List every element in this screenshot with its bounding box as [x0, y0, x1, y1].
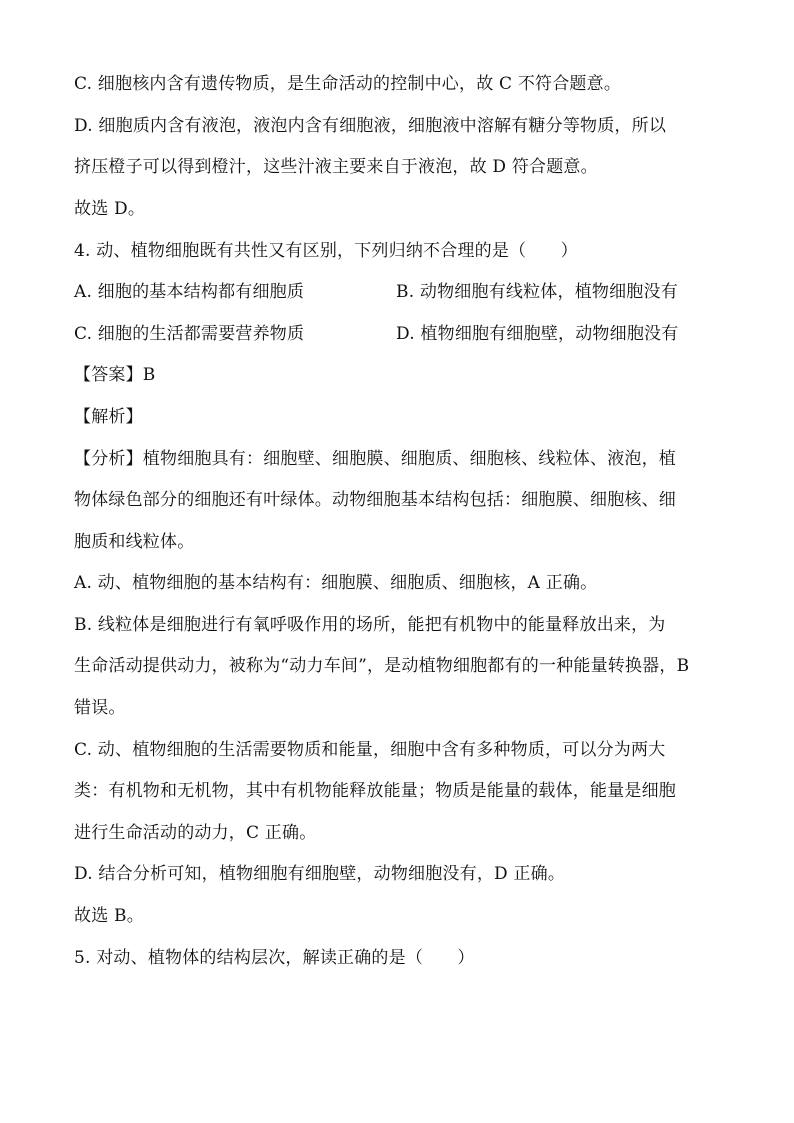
- text-line: C. 细胞核内含有遗传物质，是生命活动的控制中心，故 C 不符合题意。: [74, 74, 622, 94]
- option-c: C. 细胞的生活都需要营养物质: [74, 324, 305, 344]
- option-a: A. 细胞的基本结构都有细胞质: [74, 282, 305, 302]
- text-line: 【分析】植物细胞具有：细胞壁、细胞膜、细胞质、细胞核、线粒体、液泡，植: [74, 449, 676, 469]
- option-b: B. 动物细胞有线粒体，植物细胞没有: [396, 282, 678, 302]
- analysis-label: 【解析】: [74, 407, 143, 427]
- text-line: 故选 D。: [74, 199, 146, 219]
- question-stem: 5. 对动、植物体的结构层次，解读正确的是（ ）: [74, 948, 475, 968]
- text-line: B. 线粒体是细胞进行有氧呼吸作用的场所，能把有机物中的能量释放出来，为: [74, 615, 666, 635]
- answer-label: 【答案】B: [74, 365, 156, 385]
- text-line: 挤压橙子可以得到橙汁，这些汁液主要来自于液泡，故 D 符合题意。: [74, 157, 598, 177]
- text-line: 胞质和线粒体。: [74, 532, 195, 552]
- text-line: A. 动、植物细胞的基本结构有：细胞膜、细胞质、细胞核，A 正确。: [74, 573, 598, 593]
- text-line: 进行生命活动的动力，C 正确。: [74, 823, 317, 843]
- text-line: 类：有机物和无机物，其中有机物能释放能量；物质是能量的载体，能量是细胞: [74, 781, 676, 801]
- text-line: D. 结合分析可知，植物细胞有细胞壁，动物细胞没有，D 正确。: [74, 864, 566, 884]
- text-line: C. 动、植物细胞的生活需要物质和能量，细胞中含有多种物质，可以分为两大: [74, 740, 666, 760]
- text-line: 生命活动提供动力，被称为“动力车间”，是动植物细胞都有的一种能量转换器，B: [74, 656, 690, 676]
- question-stem: 4. 动、植物细胞既有共性又有区别，下列归纳不合理的是（ ）: [74, 241, 578, 261]
- text-line: D. 细胞质内含有液泡，液泡内含有细胞液，细胞液中溶解有糖分等物质，所以: [74, 116, 667, 136]
- text-line: 故选 B。: [74, 906, 144, 926]
- text-line: 错误。: [74, 698, 126, 718]
- option-d: D. 植物细胞有细胞壁，动物细胞没有: [396, 324, 679, 344]
- text-line: 物体绿色部分的细胞还有叶绿体。动物细胞基本结构包括：细胞膜、细胞核、细: [74, 490, 676, 510]
